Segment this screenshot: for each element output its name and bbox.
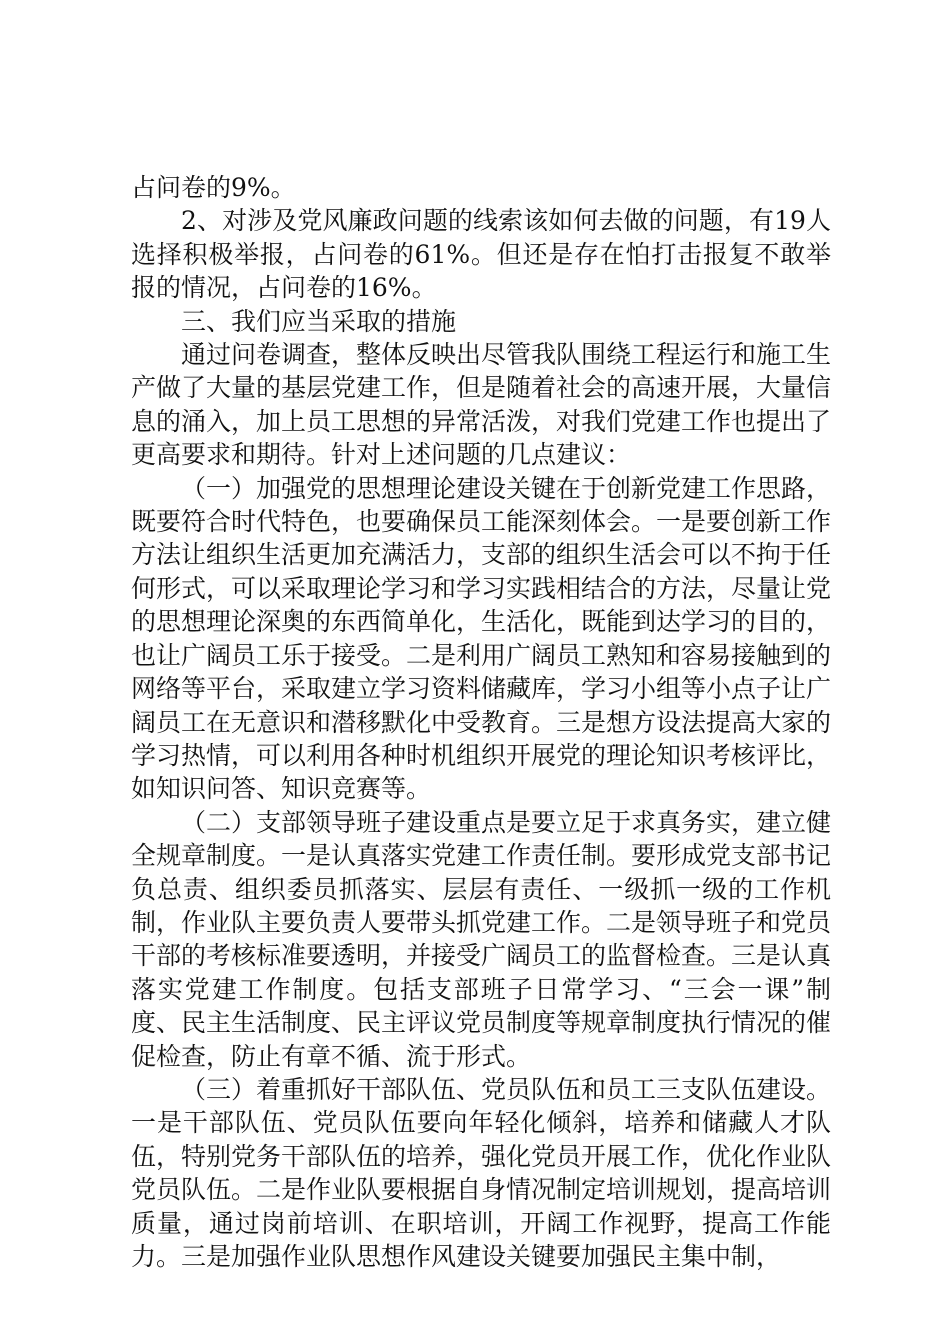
paragraph-measure-2: （二）支部领导班子建设重点是要立足于求真务实，建立健全规章制度。一是认真落实党建工作责任制。要形成党支部书记负总责、组织委员抓落实、层层有责任、一级抓一级的工作机制，作业队主要负责人要带头抓党建工作。二是领导班子和党员干部的考核标准要透明，并接受广阔员工的监督检查。三是认真落实党建工作制度。包括支部班子日常学习、“三会一课”制度、民主生活制度、民主评议党员制度等规章制度执行情况的催促检查，防止有章不循、流于形式。 [131, 807, 832, 1071]
section-heading-measures: 三、我们应当采取的措施 [181, 306, 457, 336]
paragraph-measure-3: （三）着重抓好干部队伍、党员队伍和员工三支队伍建设。一是干部队伍、党员队伍要向年轻化倾斜，培养和储藏人才队伍，特别党务干部队伍的培养，强化党员开展工作，优化作业队党员队伍。二是作业队要根据自身情况制定培训规划，提高培训质量，通过岗前培训、在职培训，开阔工作视野，提高工作能力。三是加强作业队思想作风建设关键要加强民主集中制， [131, 1074, 832, 1271]
document-body [131, 171, 831, 1273]
paragraph-survey-percent: 占问卷的9%。 [131, 173, 296, 202]
paragraph-survey-summary: 通过问卷调查，整体反映出尽管我队围绕工程运行和施工生产做了大量的基层党建工作，但是随着社会的高速开展，大量信息的涌入，加上员工思想的异常活泼，对我们党建工作也提出了更高要求和期待。针对上述问题的几点建议： [131, 340, 832, 470]
paragraph-measure-1: （一）加强党的思想理论建设关键在于创新党建工作思路，既要符合时代特色，也要确保员工能深刻体会。一是要创新工作方法让组织生活更加充满活力，支部的组织生活会可以不拘于任何形式，可以采取理论学习和学习实践相结合的方法，尽量让党的思想理论深奥的东西简单化，生活化，既能到达学习的目的，也让广阔员工乐于接受。二是利用广阔员工熟知和容易接触到的网络等平台，采取建立学习资料储藏库，学习小组等小点子让广阔员工在无意识和潜移默化中受教育。三是想方设法提高大家的学习热情，可以利用各种时机组织开展党的理论知识考核评比，如知识问答、知识竞赛等。 [131, 473, 832, 804]
paragraph-point-2: 2、对涉及党风廉政问题的线索该如何去做的问题，有19人选择积极举报，占问卷的61%。但还是存在怕打击报复不敢举报的情况，占问卷的16%。 [131, 206, 831, 303]
